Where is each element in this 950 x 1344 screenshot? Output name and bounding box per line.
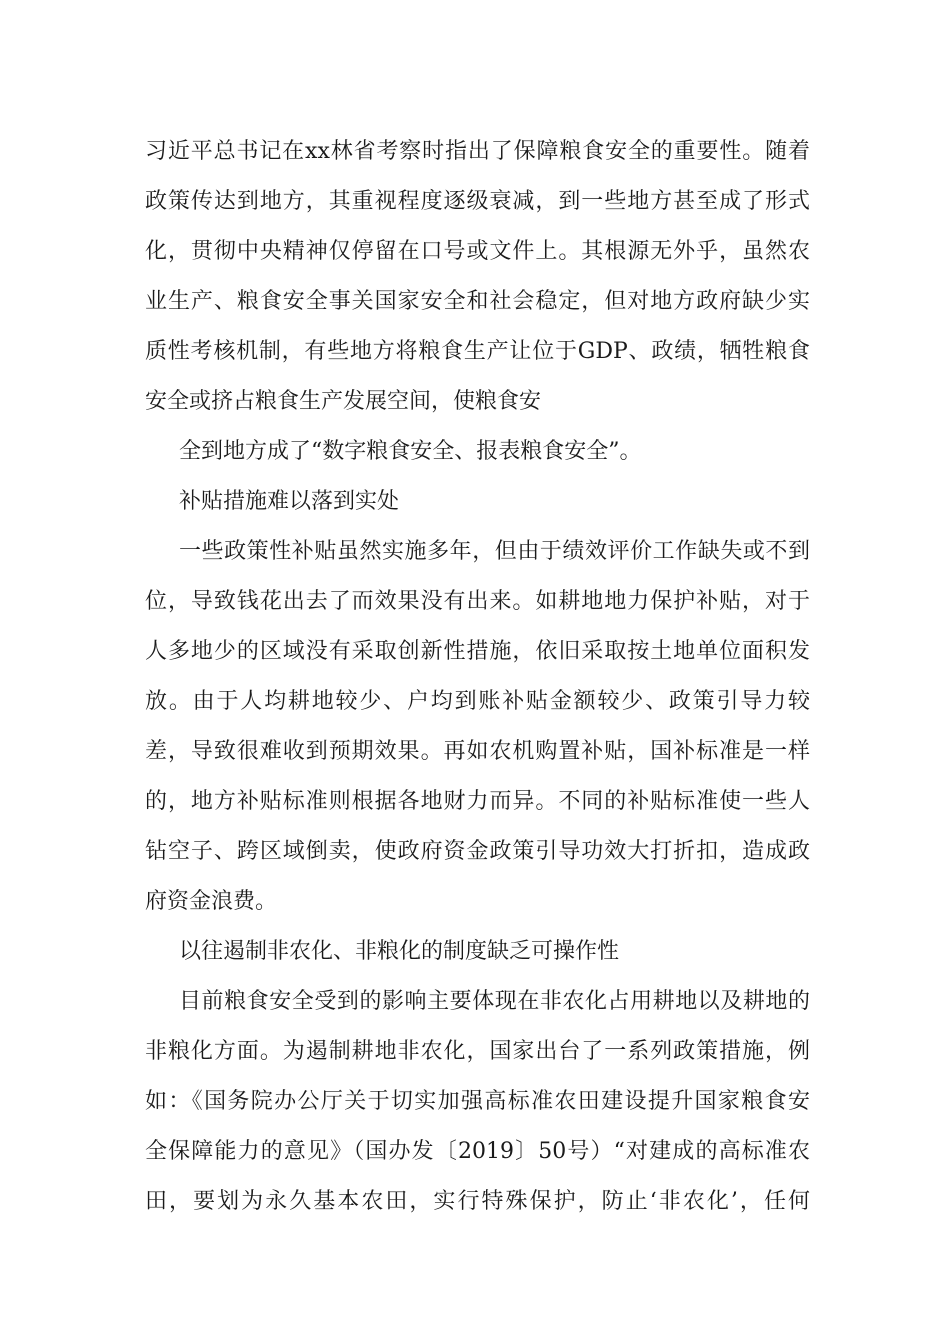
paragraph-5-line-5: 田，要划为永久基本农田，实行特殊保护，防止‘非农化’，任何	[145, 1189, 810, 1214]
paragraph-3-line-2: 位，导致钱花出去了而效果没有出来。如耕地地力保护补贴，对于	[145, 589, 810, 614]
paragraph-1-line-4: 业生产、粮食安全事关国家安全和社会稳定，但对地方政府缺少实	[145, 289, 810, 314]
paragraph-1-line-1: 习近平总书记在xx林省考察时指出了保障粮食安全的重要性。随着	[145, 139, 810, 164]
paragraph-5-line-2: 非粮化方面。为遏制耕地非农化，国家出台了一系列政策措施，例	[145, 1039, 810, 1064]
paragraph-2-line-1: 全到地方成了“数字粮食安全、报表粮食安全”。	[179, 439, 642, 464]
paragraph-3-line-3: 人多地少的区域没有采取创新性措施，依旧采取按土地单位面积发	[145, 639, 810, 664]
paragraph-3-line-6: 的，地方补贴标准则根据各地财力而异。不同的补贴标准使一些人	[145, 789, 810, 814]
section-heading-subsidy: 补贴措施难以落到实处	[179, 489, 400, 514]
section-heading-non-agricultural: 以往遏制非农化、非粮化的制度缺乏可操作性	[179, 939, 620, 964]
paragraph-5-line-3: 如：《国务院办公厅关于切实加强高标准农田建设提升国家粮食安	[145, 1089, 810, 1114]
paragraph-3-line-5: 差，导致很难收到预期效果。再如农机购置补贴，国补标准是一样	[145, 739, 810, 764]
paragraph-3-line-8: 府资金浪费。	[145, 889, 278, 914]
paragraph-1-line-2: 政策传达到地方，其重视程度逐级衰减，到一些地方甚至成了形式	[145, 189, 810, 214]
paragraph-1-line-6: 安全或挤占粮食生产发展空间，使粮食安	[145, 389, 542, 414]
paragraph-5-line-1: 目前粮食安全受到的影响主要体现在非农化占用耕地以及耕地的	[179, 989, 810, 1014]
paragraph-3-line-1: 一些政策性补贴虽然实施多年，但由于绩效评价工作缺失或不到	[179, 539, 810, 564]
paragraph-1-line-5: 质性考核机制，有些地方将粮食生产让位于GDP、政绩，牺牲粮食	[145, 339, 810, 364]
paragraph-3-line-7: 钻空子、跨区域倒卖，使政府资金政策引导功效大打折扣，造成政	[145, 839, 810, 864]
paragraph-5-line-4: 全保障能力的意见》（国办发〔2019〕50号）“对建成的高标准农	[145, 1139, 810, 1164]
paragraph-1-line-3: 化，贯彻中央精神仅停留在口号或文件上。其根源无外乎，虽然农	[145, 239, 810, 264]
paragraph-3-line-4: 放。由于人均耕地较少、户均到账补贴金额较少、政策引导力较	[145, 689, 810, 714]
